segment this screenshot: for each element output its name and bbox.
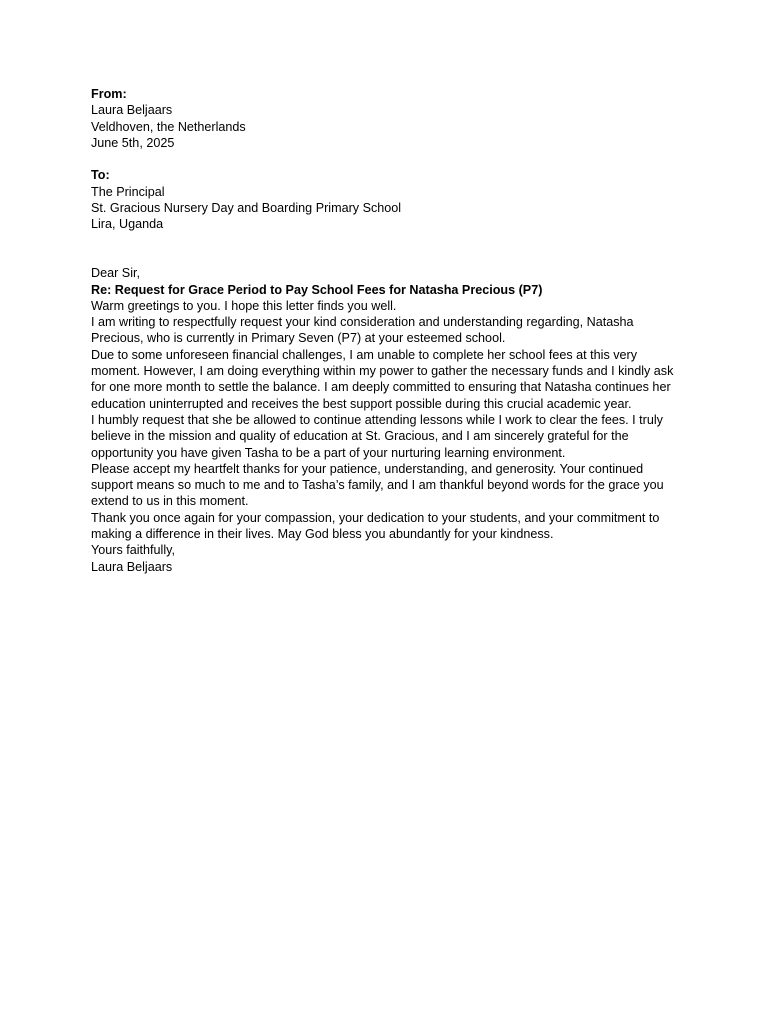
paragraph-greeting: Warm greetings to you. I hope this letter finds you well. — [91, 298, 397, 313]
recipient-title: The Principal — [91, 184, 165, 199]
sender-name: Laura Beljaars — [91, 103, 173, 118]
paragraph-thanks: Please accept my heartfelt thanks for your patience, understanding, and generosity. Your continued support means so much to me and to Tasha’s family, and I am thankful beyond words for the grace you extend to us in this moment. — [91, 461, 664, 509]
letter-date: June 5th, 2025 — [91, 135, 175, 150]
paragraph-continuation: I humbly request that she be allowed to continue attending lessons while I work to clear the fees. I truly believe in the mission and quality of education at St. Gracious, and I am sincerely grateful for the opportunity you have given Tasha to be a part of your nurturing learning environment. — [91, 412, 663, 460]
paragraph-request: I am writing to respectfully request your kind consideration and understanding regarding, Natasha Precious, who is currently in Primary Seven (P7) at your esteemed school. — [91, 315, 634, 346]
sender-block — [91, 86, 681, 151]
from-label: From: — [91, 87, 127, 101]
salutation: Dear Sir, — [91, 266, 140, 281]
sender-location: Veldhoven, the Netherlands — [91, 119, 246, 134]
recipient-location: Lira, Uganda — [91, 217, 164, 232]
closing: Yours faithfully, — [91, 543, 176, 558]
paragraph-circumstances: Due to some unforeseen financial challenges, I am unable to complete her school fees at this very moment. However, I am doing everything within my power to gather the necessary funds and I kindly ask for one more month to settle the balance. I am deeply committed to ensuring that Natasha continues her education uninterrupted and receives the best support possible during this crucial academic year. — [91, 347, 674, 411]
signature: Laura Beljaars — [91, 559, 173, 574]
paragraph-closing-remarks: Thank you once again for your compassion, your dedication to your students, and your commitment to making a difference in their lives. May God bless you abundantly for your kindness. — [91, 510, 660, 542]
recipient-school: St. Gracious Nursery Day and Boarding Primary School — [91, 201, 402, 216]
letter-body — [91, 86, 681, 575]
recipient-block — [91, 167, 681, 232]
subject-line: Re: Request for Grace Period to Pay School Fees for Natasha Precious (P7) — [91, 282, 543, 297]
to-label: To: — [91, 168, 110, 183]
